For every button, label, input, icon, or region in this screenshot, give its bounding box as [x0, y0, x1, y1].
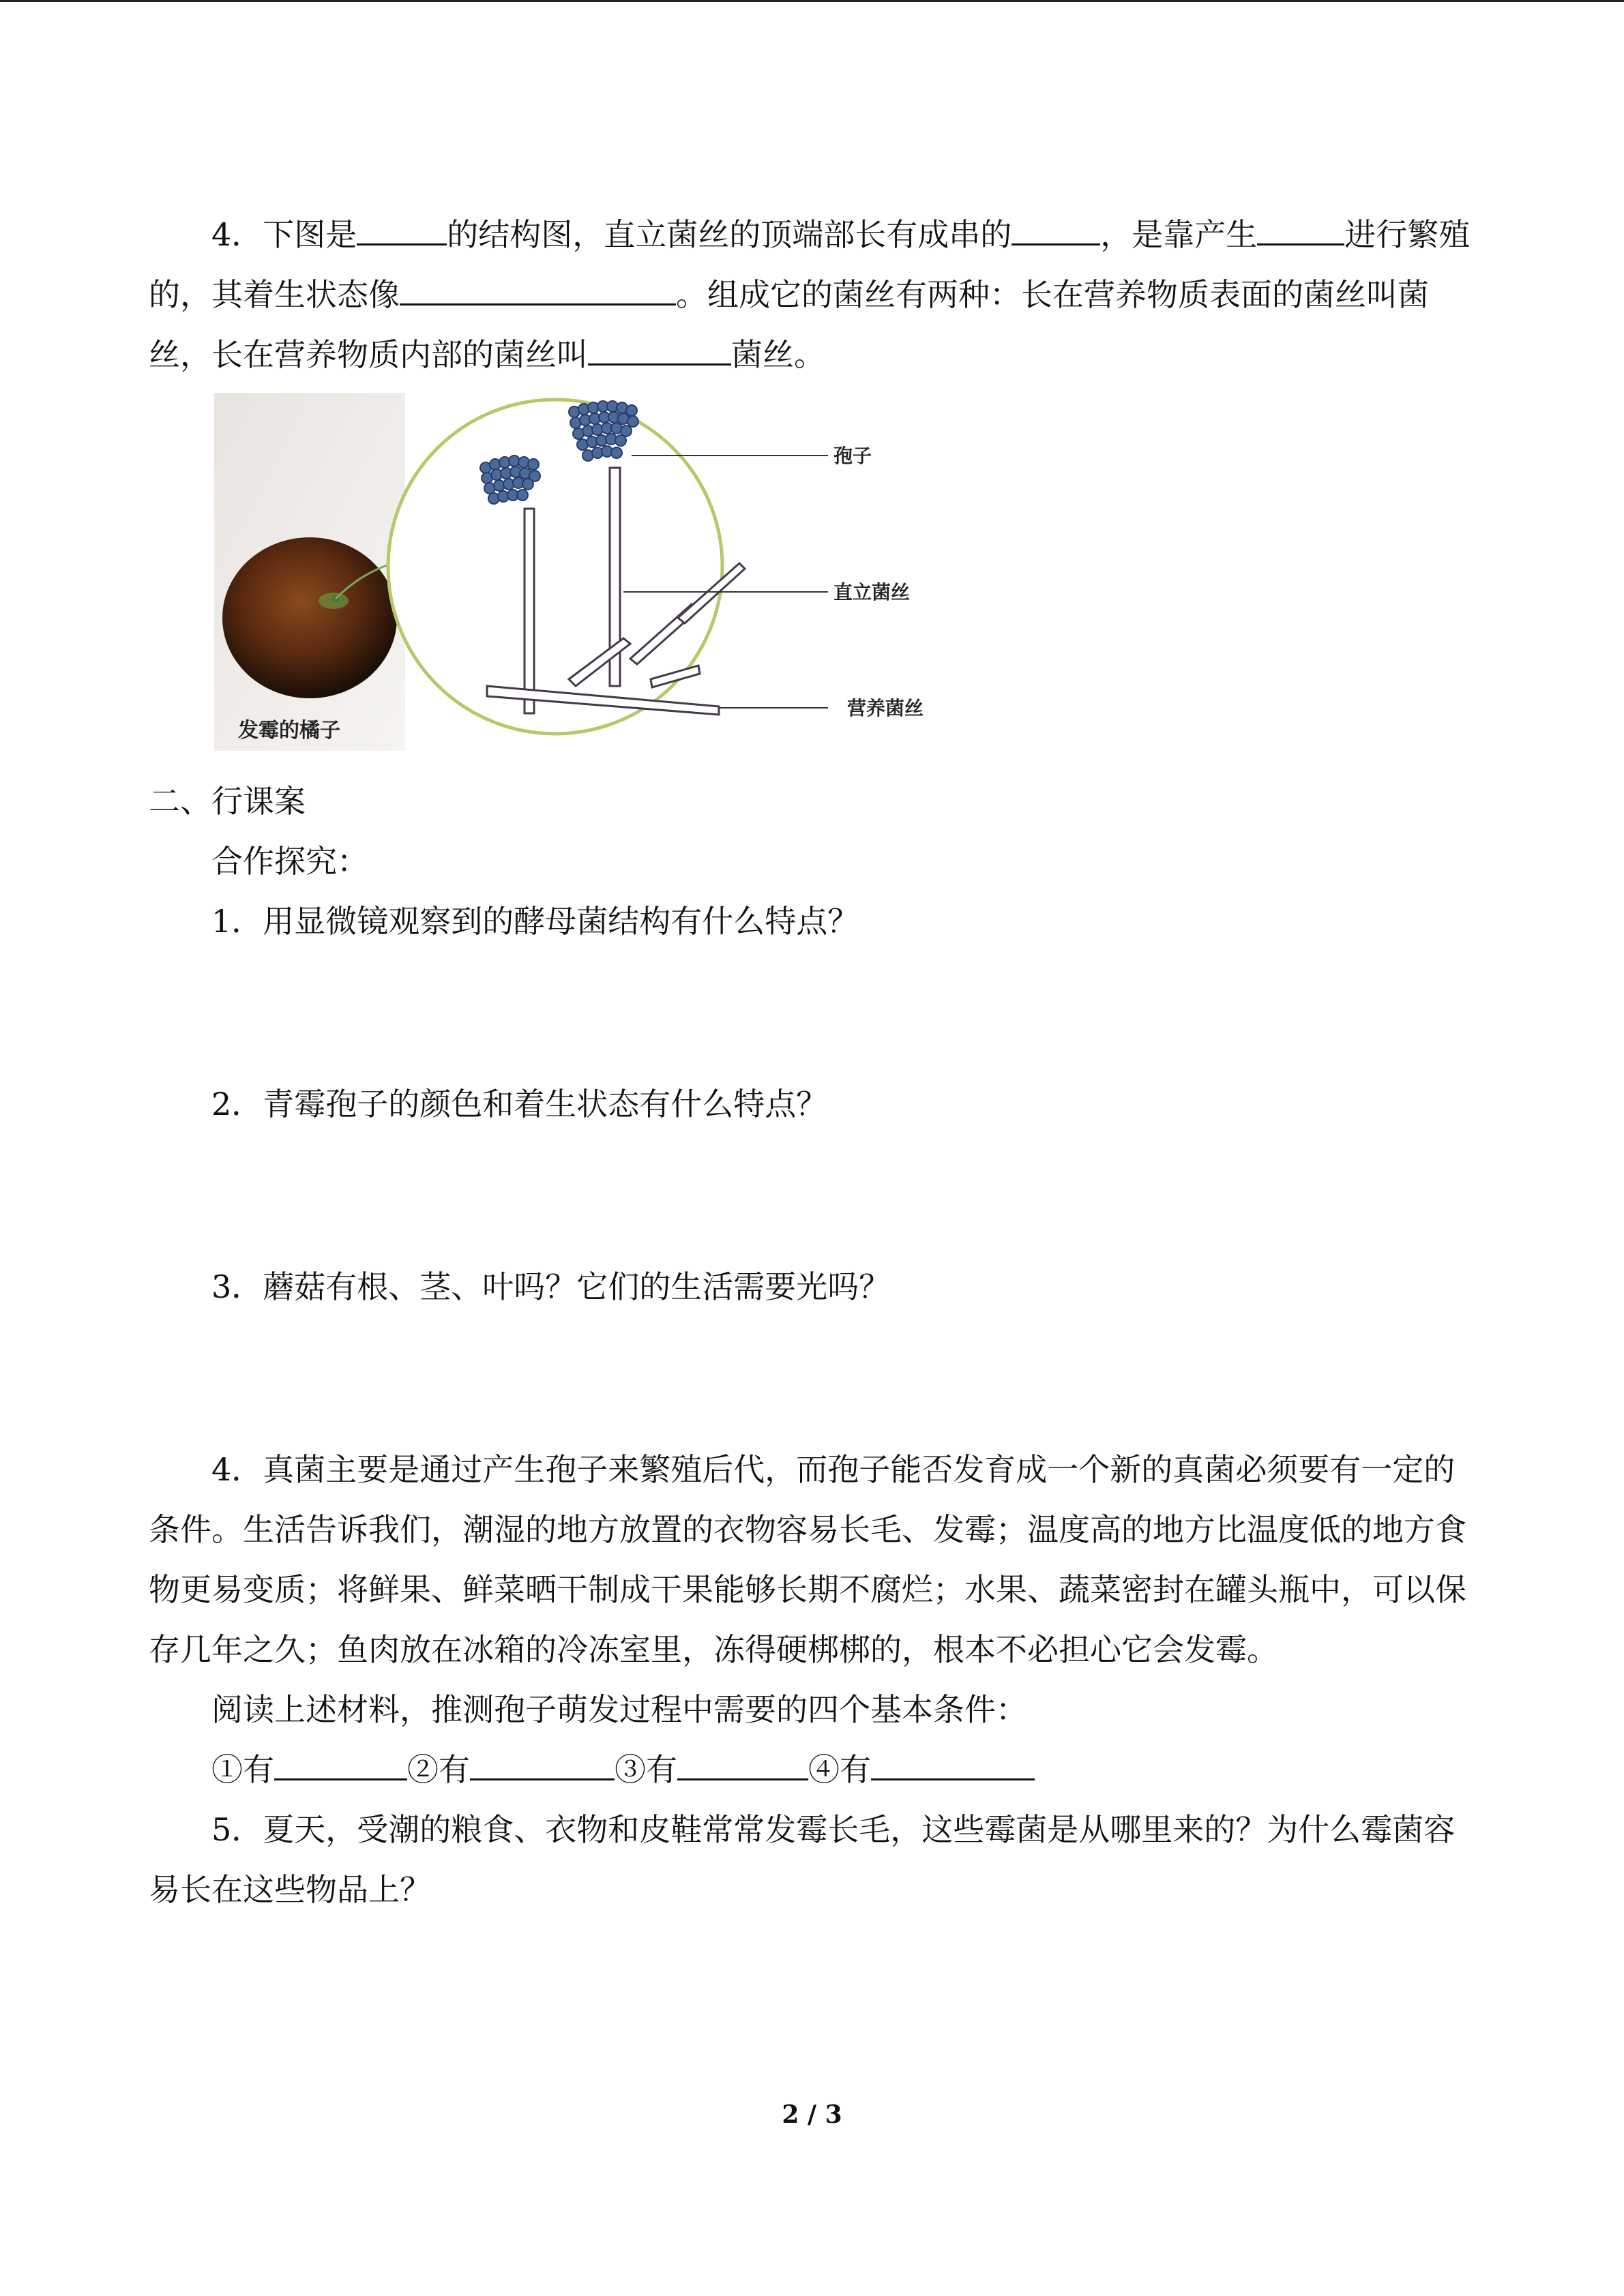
blank-shape — [400, 268, 676, 305]
condition-2-label: ②有 — [407, 1751, 470, 1788]
blank-condition-2 — [470, 1743, 615, 1780]
blank-reproduction — [1257, 208, 1344, 245]
blank-organism — [357, 208, 447, 245]
blank-condition-4 — [871, 1743, 1035, 1780]
q4-text-1: 4．下图是 — [211, 216, 357, 253]
moldy-orange-icon — [222, 537, 397, 698]
q4-text-6: 菌丝。 — [731, 336, 825, 373]
answer-space-2 — [149, 1134, 1479, 1257]
label-upright-hyphae: 直立菌丝 — [833, 581, 911, 603]
condition-1-label: ①有 — [211, 1751, 274, 1788]
question-4-material: 4．真菌主要是通过产生孢子来繁殖后代，而孢子能否发育成一个新的真菌必须要有一定的条件。生活告诉我们，潮湿的地方放置的衣物容易长毛、发霉；温度高的地方比温度低的地方食物更易变质；将鲜果、鲜菜晒干制成干果能够长期不腐烂；水果、蔬菜密封在罐头瓶中，可以保存几年之久；鱼肉放在冰箱的冷冻室里，冻得硬梆梆的，根本不必担心它会发霉。 — [149, 1451, 1466, 1668]
blank-condition-1 — [274, 1743, 407, 1780]
question-1: 1．用显微镜观察到的酵母菌结构有什么特点？ — [211, 903, 859, 940]
page-number: 2 / 3 — [782, 2100, 842, 2129]
figure-caption: 发霉的橘子 — [238, 719, 340, 743]
mold-diagram — [214, 393, 947, 751]
question-3: 3．蘑菇有根、茎、叶吗？它们的生活需要光吗？ — [211, 1268, 891, 1305]
worksheet-content — [149, 205, 1479, 1920]
reading-prompt: 阅读上述材料，推测孢子萌发过程中需要的四个基本条件： — [211, 1691, 1027, 1728]
condition-3-label: ③有 — [615, 1751, 677, 1788]
answer-space-1 — [149, 951, 1479, 1074]
blank-hyphae — [588, 328, 731, 366]
blank-condition-3 — [677, 1743, 808, 1780]
conditions-fill — [149, 1740, 1479, 1800]
magnified-view-circle — [388, 400, 722, 734]
top-border — [0, 0, 1624, 2]
question-4-fill — [149, 205, 1479, 385]
subsection-heading: 合作探究： — [211, 843, 368, 880]
answer-space-3 — [149, 1317, 1479, 1440]
question-2: 2．青霉孢子的颜色和着生状态有什么特点？ — [211, 1086, 828, 1122]
section-heading: 二、行课案 — [149, 783, 306, 820]
label-spore: 孢子 — [833, 445, 872, 467]
blank-spores — [1012, 208, 1100, 245]
q4-text-3: ，是靠产生 — [1100, 216, 1258, 253]
condition-4-label: ④有 — [808, 1751, 871, 1788]
label-nutrient-hyphae: 营养菌丝 — [847, 697, 924, 719]
q4-text-5: 。组成它的菌丝有两种：长在营养物质表面的菌丝叫菌丝，长在营养物质内部的菌丝叫 — [149, 276, 1429, 373]
q4-text-4: 进行繁殖的，其着生状态像 — [149, 216, 1471, 313]
q4-text-2: 的结构图，直立菌丝的顶端部长有成串的 — [447, 216, 1012, 253]
mold-structure-figure — [214, 393, 947, 751]
question-5: 5．夏天，受潮的粮食、衣物和皮鞋常常发霉长毛，这些霉菌是从哪里来的？为什么霉菌容易长在这些物品上？ — [149, 1811, 1456, 1908]
